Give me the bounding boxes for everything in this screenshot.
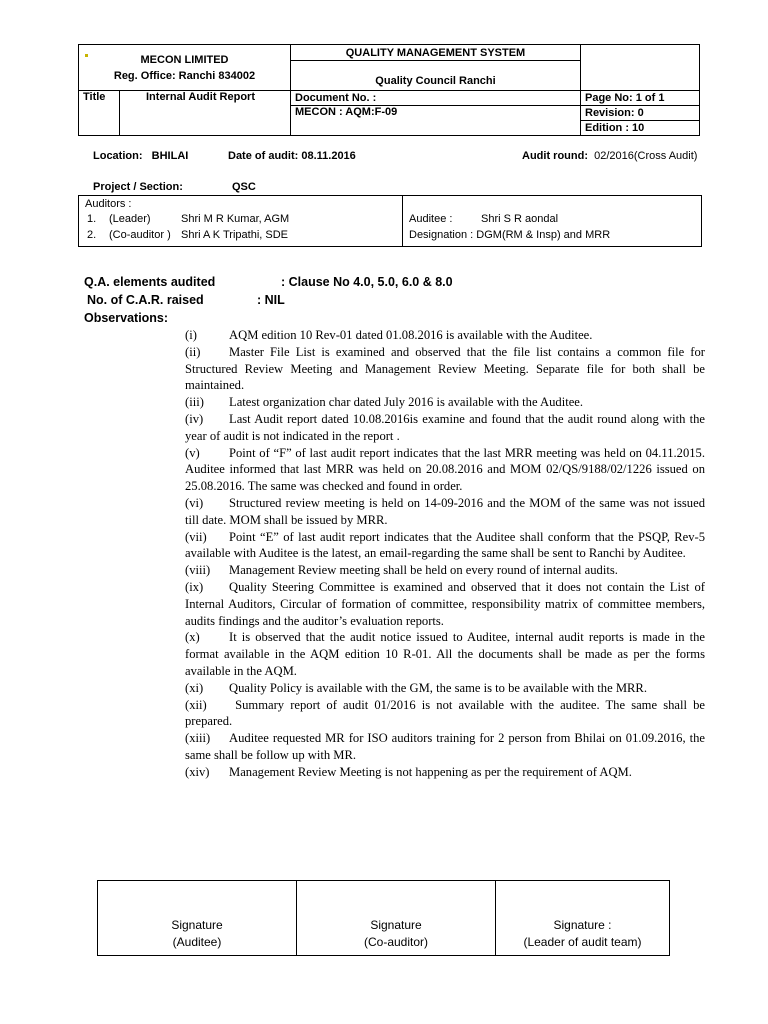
item-number: (xi) (185, 680, 204, 695)
header-table (78, 44, 700, 136)
doc-no-value: MECON : AQM:F-09 (291, 106, 581, 136)
auditor-name: Shri A K Tripathi, SDE (181, 229, 288, 241)
signature-table (97, 880, 670, 956)
round-value: 02/2016(Cross Audit) (594, 150, 698, 162)
item-text: Master File List is examined and observed that the file list contains a common file for Structured Review Meeting and Management Review Meeting. Separate file for both shall be maintained. (185, 344, 705, 393)
signature-label: Signature (171, 918, 223, 932)
observations-list (185, 327, 705, 781)
item-text: Structured review meeting is held on 14-09-2016 and the MOM of the same was not issued till date. MOM shall be issued by MRR. (185, 495, 705, 527)
location-label: Location: (93, 150, 143, 162)
date-value: 08.11.2016 (301, 150, 356, 162)
item-text: Quality Steering Committee is examined and observed that it does not contain the List of Internal Auditors, Circular of formation of committee, responsibility matrix of committee members, audits findings and the auditor’s evaluation reports. (185, 579, 705, 628)
item-text: Auditee requested MR for ISO auditors training for 2 person from Bhilai on 01.09.2016, the same shall be follow up with MR. (185, 731, 705, 762)
item-number: (ix) (185, 579, 204, 594)
item-number: (vi) (185, 495, 204, 510)
round-line (522, 150, 697, 162)
auditors-box (78, 195, 702, 247)
item-text: It is observed that the audit notice issued to Auditee, internal audit reports is made in the format available in the AQM edition 10 R-01. All the documents shall be made as per the forms available in the AQM. (185, 630, 705, 678)
auditor-num: 1. (87, 213, 97, 225)
company-cell (79, 45, 291, 91)
auditor-name: Shri M R Kumar, AGM (181, 213, 290, 225)
date-label: Date of audit: (228, 150, 299, 162)
title-value: Internal Audit Report (120, 91, 291, 136)
list-item (185, 394, 705, 411)
signature-role: (Leader of audit team) (523, 935, 642, 949)
doc-no-label: Document No. : (291, 91, 581, 106)
title-label: Title (79, 91, 120, 136)
project-value: QSC (232, 181, 256, 193)
list-item (185, 680, 705, 697)
auditor-num: 2. (87, 229, 97, 241)
item-text: Management Review Meeting is not happening as per the requirement of AQM. (229, 764, 632, 779)
signature-auditee (98, 881, 297, 956)
item-number: (i) (185, 328, 197, 342)
item-text: Summary report of audit 01/2016 is not available with the auditee. The same shall be prepared. (185, 697, 705, 729)
list-item (185, 495, 705, 529)
list-item (185, 562, 705, 579)
edition: Edition : 10 (581, 121, 700, 136)
revision: Revision: 0 (581, 106, 700, 121)
auditors-heading: Auditors : (85, 198, 132, 210)
designation-row (409, 229, 610, 241)
list-item (185, 579, 705, 629)
item-number: (xiii) (185, 731, 211, 746)
list-item (185, 344, 705, 394)
item-number: (xii) (185, 697, 207, 712)
auditors-divider (402, 196, 403, 246)
car-value: : NIL (257, 293, 285, 307)
company-name: MECON LIMITED (140, 53, 229, 66)
item-number: (x) (185, 630, 200, 645)
council-name: Quality Council Ranchi (291, 61, 581, 91)
elements-label: Q.A. elements audited (84, 275, 216, 289)
designation-value: DGM(RM & Insp) and MRR (476, 229, 611, 241)
auditee-row (409, 213, 558, 225)
list-item (185, 529, 705, 563)
location-line (93, 150, 188, 162)
system-title: QUALITY MANAGEMENT SYSTEM (291, 45, 581, 61)
item-text: Quality Policy is available with the GM, the same is to be available with the MRR. (229, 680, 647, 695)
item-number: (iii) (185, 395, 204, 410)
item-number: (vii) (185, 529, 207, 544)
item-text: Last Audit report dated 10.08.2016is examine and found that the audit round along with the year of audit is not indicated in the report . (185, 411, 705, 443)
car-line (87, 293, 285, 307)
signature-coauditor (297, 881, 496, 956)
auditor-row (87, 229, 288, 241)
signature-role: (Co-auditor) (363, 935, 429, 949)
reg-office: Reg. Office: Ranchi 834002 (113, 69, 256, 82)
auditee-label: Auditee : (409, 213, 453, 225)
item-text: AQM edition 10 Rev-01 dated 01.08.2016 is available with the Auditee. (229, 328, 593, 342)
auditor-role: (Co-auditor ) (109, 229, 171, 241)
signature-label: Signature (370, 918, 422, 932)
item-number: (iv) (185, 411, 204, 426)
signature-leader (496, 881, 670, 956)
logo-mark (85, 54, 88, 57)
item-text: Point of “F” of last audit report indicates that the last MRR meeting was held on 04.11.2015. Auditee informed that last MRR was held on 20.08.2016 and MOM 02/QS/9188/02/1226 issued on 25.08.2016. The same was checked and found in order. (185, 445, 705, 494)
list-item (185, 629, 705, 679)
elements-line (84, 275, 453, 289)
round-label: Audit round: (522, 150, 588, 162)
list-item (185, 327, 705, 344)
item-number: (xiv) (185, 764, 210, 779)
list-item (185, 445, 705, 495)
car-label: No. of C.A.R. raised (87, 293, 204, 307)
date-line (228, 150, 356, 162)
item-text: Management Review meeting shall be held on every round of internal audits. (229, 563, 618, 578)
auditee-value: Shri S R aondal (481, 213, 559, 225)
observations-heading: Observations: (84, 311, 169, 325)
item-text: Point “E” of last audit report indicates that the Auditee shall conform that the PSQP, Rev-5 available with Auditee is the latest, an email-regarding the same shall be sent to Ranchi by Auditee. (185, 529, 705, 561)
blank-cell (581, 45, 700, 91)
page-no: Page No: 1 of 1 (581, 91, 700, 106)
list-item (185, 697, 705, 731)
list-item (185, 764, 705, 781)
elements-value: : Clause No 4.0, 5.0, 6.0 & 8.0 (281, 275, 453, 289)
designation-label: Designation : (409, 229, 474, 241)
location-value: BHILAI (151, 150, 189, 162)
list-item (185, 411, 705, 445)
item-number: (v) (185, 445, 200, 460)
auditor-row (87, 213, 289, 225)
item-number: (viii) (185, 563, 211, 578)
list-item (185, 730, 705, 764)
signature-role: (Auditee) (172, 935, 222, 949)
signature-label: Signature : (553, 918, 612, 932)
item-number: (ii) (185, 344, 201, 359)
project-label: Project / Section: (93, 181, 183, 193)
auditor-role: (Leader) (109, 213, 151, 225)
item-text: Latest organization char dated July 2016 is available with the Auditee. (229, 395, 584, 410)
